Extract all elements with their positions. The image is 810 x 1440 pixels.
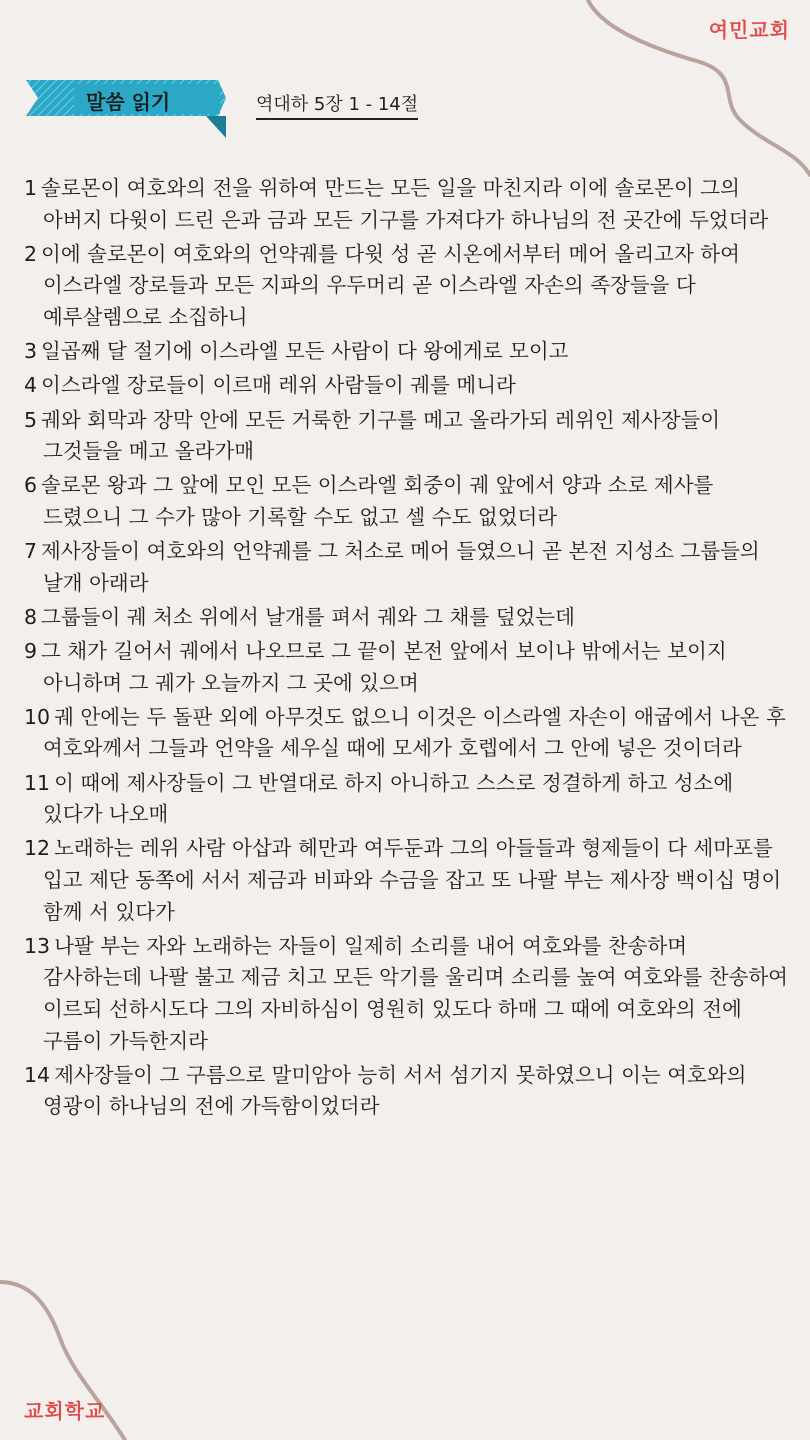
verse-text: 이스라엘 장로들이 이르매 레위 사람들이 궤를 메니라 [41, 373, 516, 398]
verse-text: 이에 솔로몬이 여호와의 언약궤를 다윗 성 곧 시온에서부터 메어 올리고자 하여 이스라엘 장로들과 모든 지파의 우두머리 곧 이스라엘 자손의 족장들을 다 예루살렘으로 소집하니 [41, 241, 740, 329]
verse-list [24, 173, 790, 1126]
verse-item [24, 370, 790, 402]
verse-text: 궤 안에는 두 돌판 외에 아무것도 없으니 이것은 이스라엘 자손이 애굽에서 나온 후 여호와께서 그들과 언약을 세우실 때에 모세가 호렙에서 그 안에 넣은 것이더라 [43, 704, 786, 761]
verse-number: 8 [24, 604, 38, 629]
verse-text: 그룹들이 궤 처소 위에서 날개를 펴서 궤와 그 채를 덮었는데 [41, 604, 575, 629]
verse-item [24, 1060, 790, 1123]
verse-item [24, 931, 790, 1057]
verse-number: 13 [24, 933, 51, 958]
verse-number: 10 [24, 704, 51, 729]
verse-text: 일곱째 달 절기에 이스라엘 모든 사람이 다 왕에게로 모이고 [41, 339, 569, 364]
school-logo: 교회학교 [24, 1399, 106, 1423]
verse-number: 11 [24, 770, 51, 795]
banner-label: 말씀 읽기 [86, 90, 171, 114]
passage-reference: 역대하 5장 1 - 14절 [256, 90, 418, 120]
verse-item [24, 470, 790, 533]
verse-item [24, 336, 790, 368]
church-logo: 여민교회 [708, 18, 790, 42]
verse-text: 나팔 부는 자와 노래하는 자들이 일제히 소리를 내어 여호와를 찬송하며 감사하는데 나팔 불고 제금 치고 모든 악기를 울리며 소리를 높여 여호와를 찬송하여 이르되 선하시도다 그의 자비하심이 영원히 있도다 하매 그 때에 여호와의 전에 구름이 가득한지라 [43, 933, 788, 1053]
verse-text: 이 때에 제사장들이 그 반열대로 하지 아니하고 스스로 정결하게 하고 성소에 있다가 나오매 [43, 770, 734, 827]
verse-number: 4 [24, 373, 38, 398]
verse-number: 12 [24, 836, 51, 861]
verse-text: 궤와 회막과 장막 안에 모든 거룩한 기구를 메고 올라가되 레위인 제사장들이 그것들을 메고 올라가매 [41, 407, 721, 464]
verse-number: 5 [24, 407, 38, 432]
verse-item [24, 173, 790, 236]
verse-number: 7 [24, 539, 38, 564]
verse-item [24, 405, 790, 468]
verse-number: 6 [24, 473, 38, 498]
verse-text: 그 채가 길어서 궤에서 나오므로 그 끝이 본전 앞에서 보이나 밖에서는 보이지 아니하며 그 궤가 오늘까지 그 곳에 있으며 [41, 639, 727, 695]
verse-item [24, 602, 790, 634]
verse-item [24, 239, 790, 334]
verse-number: 9 [24, 639, 38, 664]
verse-number: 14 [24, 1062, 51, 1087]
verse-number: 1 [24, 176, 38, 200]
verse-item [24, 636, 790, 699]
verse-text: 솔로몬이 여호와의 전을 위하여 만드는 모든 일을 마친지라 이에 솔로몬이 그의 아버지 다윗이 드린 은과 금과 모든 기구를 가져다가 하나님의 전 곳간에 두었더라 [41, 176, 769, 232]
verse-text: 솔로몬 왕과 그 앞에 모인 모든 이스라엘 회중이 궤 앞에서 양과 소로 제사를 드렸으니 그 수가 많아 기록할 수도 없고 셀 수도 없었더라 [41, 473, 714, 529]
verse-number: 3 [24, 339, 38, 364]
verse-text: 제사장들이 그 구름으로 말미암아 능히 서서 섬기지 못하였으니 이는 여호와의 영광이 하나님의 전에 가득함이었더라 [43, 1062, 747, 1119]
verse-number: 2 [24, 241, 38, 266]
verse-text: 노래하는 레위 사람 아삽과 헤만과 여두둔과 그의 아들들과 형제들이 다 세마포를 입고 제단 동쪽에 서서 제금과 비파와 수금을 잡고 또 나팔 부는 제사장 백이십 명이 함께 서 있다가 [43, 836, 782, 924]
verse-item [24, 833, 790, 928]
verse-item [24, 702, 790, 765]
verse-item [24, 768, 790, 831]
verse-item [24, 536, 790, 599]
verse-text: 제사장들이 여호와의 언약궤를 그 처소로 메어 들였으니 곧 본전 지성소 그룹들의 날개 아래라 [41, 539, 760, 595]
